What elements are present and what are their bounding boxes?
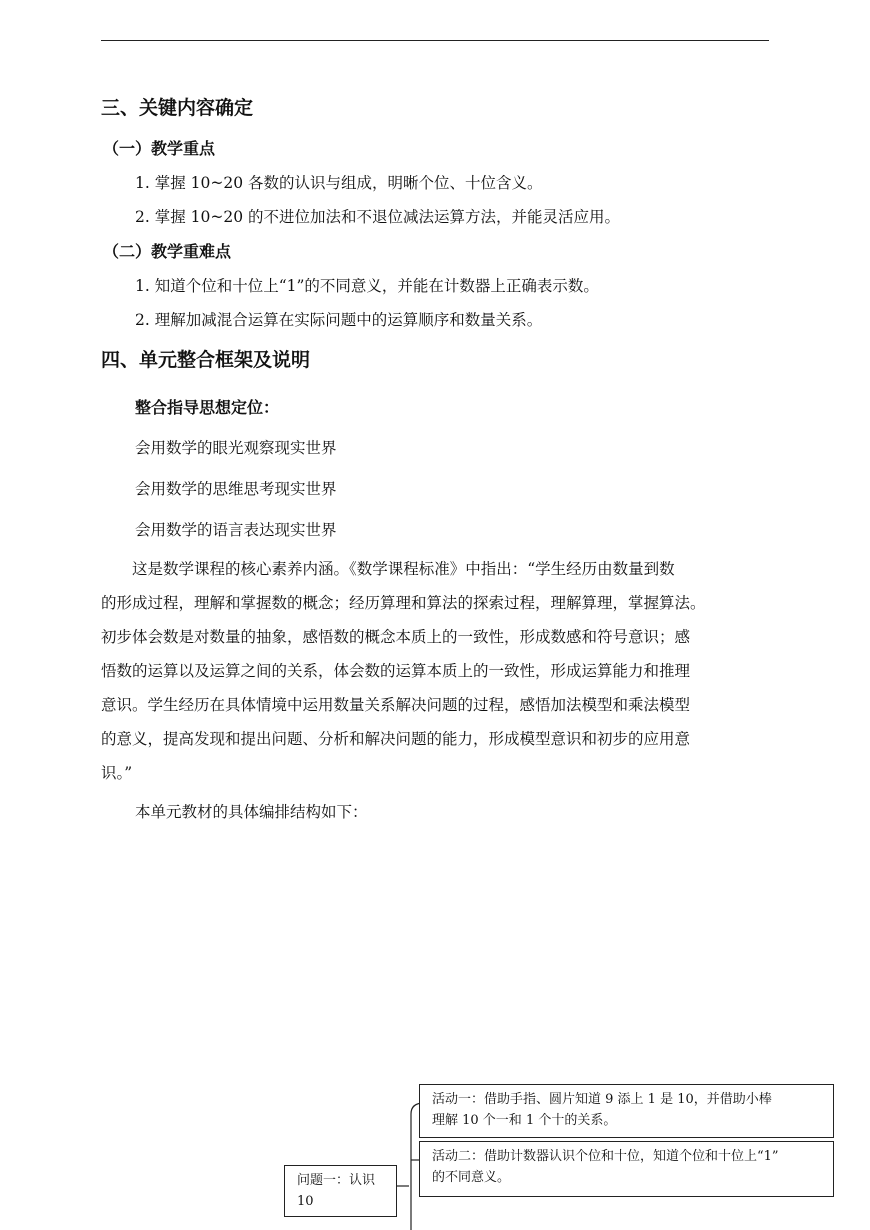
activity-2-box bbox=[419, 1141, 834, 1197]
paragraph-line: 识。” bbox=[101, 764, 133, 782]
paragraph-line: 悟数的运算以及运算之间的关系，体会数的运算本质上的一致性，形成运算能力和推理 bbox=[101, 662, 691, 680]
teaching-focus-item-2: 2. 掌握 10~20 的不进位加法和不退位减法运算方法，并能灵活应用。 bbox=[135, 208, 621, 226]
teaching-focus-item-1: 1. 掌握 10~20 各数的认识与组成，明晰个位、十位含义。 bbox=[135, 174, 543, 192]
paragraph-line: 的意义，提高发现和提出问题、分析和解决问题的能力，形成模型意识和初步的应用意 bbox=[101, 730, 691, 748]
section-4-heading: 四、单元整合框架及说明 bbox=[101, 349, 311, 371]
structure-intro: 本单元教材的具体编排结构如下： bbox=[135, 803, 368, 821]
paragraph-line: 意识。学生经历在具体情境中运用数量关系解决问题的过程，感悟加法模型和乘法模型 bbox=[101, 696, 691, 714]
guide-heading: 整合指导思想定位： bbox=[135, 398, 280, 417]
activity-2-line: 活动二：借助计数器认识个位和十位，知道个位和十位上“1” bbox=[432, 1149, 779, 1164]
teaching-focus-heading: （一）教学重点 bbox=[103, 139, 216, 158]
teaching-difficulty-heading: （二）教学重难点 bbox=[103, 242, 232, 261]
question-1-box bbox=[284, 1165, 397, 1217]
guide-line-3: 会用数学的语言表达现实世界 bbox=[135, 521, 337, 539]
activity-1-box bbox=[419, 1084, 834, 1138]
paragraph-line: 的形成过程，理解和掌握数的概念；经历算理和算法的探索过程，理解算理，掌握算法。 bbox=[101, 594, 706, 612]
guide-line-2: 会用数学的思维思考现实世界 bbox=[135, 480, 337, 498]
guide-line-1: 会用数学的眼光观察现实世界 bbox=[135, 439, 337, 457]
activity-1-line: 活动一：借助手指、圆片知道 9 添上 1 是 10，并借助小棒 bbox=[432, 1092, 772, 1107]
teaching-difficulty-item-1: 1. 知道个位和十位上“1”的不同意义，并能在计数器上正确表示数。 bbox=[135, 277, 599, 295]
paragraph-line: 初步体会数是对数量的抽象，感悟数的概念本质上的一致性，形成数感和符号意识；感 bbox=[101, 628, 691, 646]
paragraph-line: 这是数学课程的核心素养内涵。《数学课程标准》中指出：“学生经历由数量到数 bbox=[101, 560, 675, 578]
question-1-line: 10 bbox=[297, 1194, 314, 1209]
activity-1-line: 理解 10 个一和 1 个十的关系。 bbox=[432, 1113, 617, 1128]
teaching-difficulty-item-2: 2. 理解加减混合运算在实际问题中的运算顺序和数量关系。 bbox=[135, 311, 543, 329]
section-3-heading: 三、关键内容确定 bbox=[101, 97, 254, 119]
question-1-line: 问题一：认识 bbox=[297, 1173, 376, 1188]
activity-2-line: 的不同意义。 bbox=[432, 1170, 511, 1185]
